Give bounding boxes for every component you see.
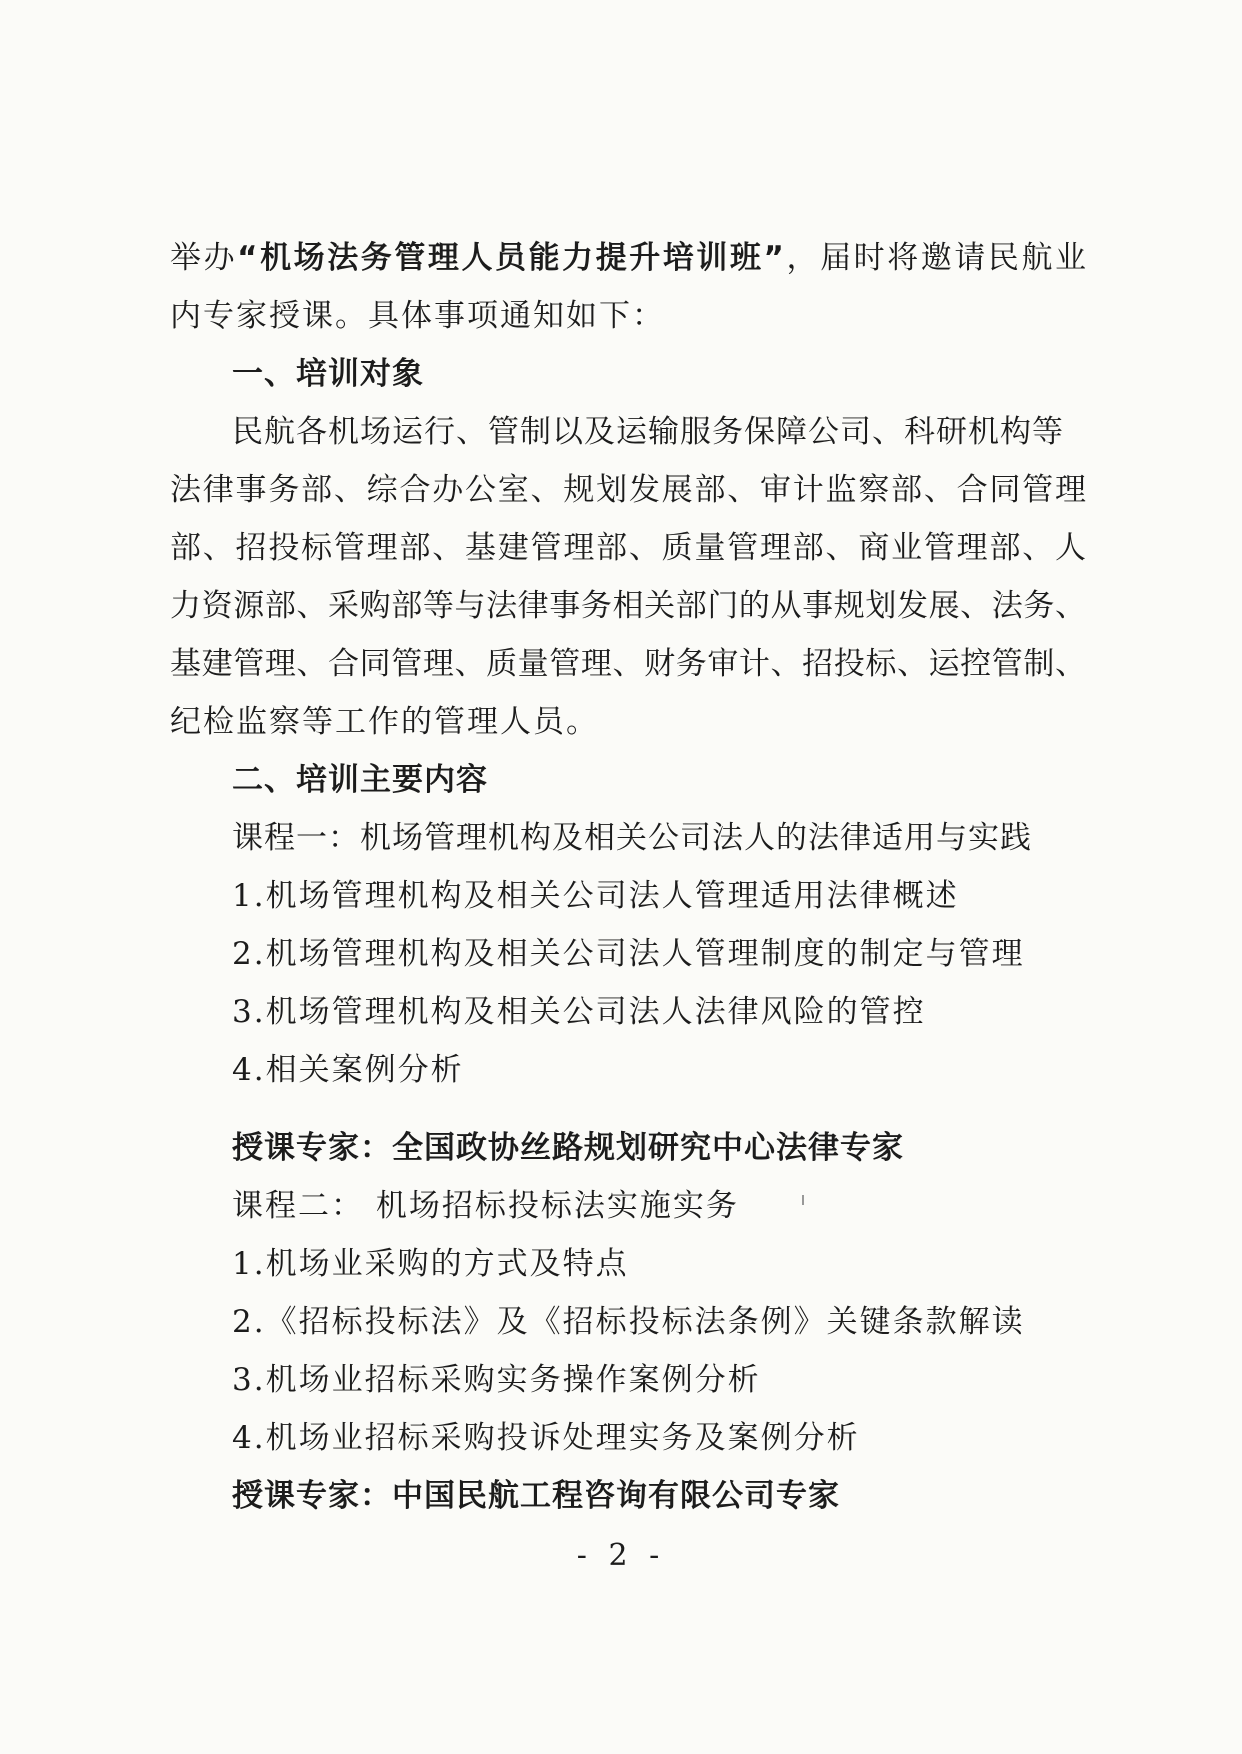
intro-line-1 [170,238,1086,278]
intro-line-2: 内专家授课。具体事项通知如下： [170,298,665,334]
course1-title: 课程一：机场管理机构及相关公司法人的法律适用与实践 [232,820,1032,856]
section2-heading: 二、培训主要内容 [232,762,488,798]
course1-item-1: 1.机场管理机构及相关公司法人管理适用法律概述 [232,878,959,914]
section1-heading: 一、培训对象 [232,356,424,392]
section1-line-4: 力资源部、采购部等与法律事务相关部门的从事规划发展、法务、 [170,588,1086,624]
intro-suffix: ，届时将邀请民航业 [783,240,1087,276]
page-number: - 2 - [576,1538,666,1573]
course2-expert: 授课专家：中国民航工程咨询有限公司专家 [232,1478,840,1514]
section1-line-5: 基建管理、合同管理、质量管理、财务审计、招投标、运控管制、 [170,646,1086,682]
course2-item-3: 3.机场业招标采购实务操作案例分析 [232,1362,761,1398]
training-class-name: “机场法务管理人员能力提升培训班” [237,240,784,276]
intro-prefix: 举办 [170,240,238,276]
course2-item-2: 2.《招标投标法》及《招标投标法条例》关键条款解读 [232,1304,1025,1340]
section1-line-3: 部、招投标管理部、基建管理部、质量管理部、商业管理部、人 [170,530,1086,566]
section1-line-6: 纪检监察等工作的管理人员。 [170,704,599,740]
course2-title: 课程二： 机场招标投标法实施实务 [232,1188,739,1224]
course1-item-2: 2.机场管理机构及相关公司法人管理制度的制定与管理 [232,936,1025,972]
course1-expert: 授课专家：全国政协丝路规划研究中心法律专家 [232,1130,904,1166]
course1-item-3: 3.机场管理机构及相关公司法人法律风险的管控 [232,994,926,1030]
course2-item-4: 4.机场业招标采购投诉处理实务及案例分析 [232,1420,860,1456]
course1-item-4: 4.相关案例分析 [232,1052,464,1088]
section1-line-1: 民航各机场运行、管制以及运输服务保障公司、科研机构等 [232,414,1064,450]
scan-speck [802,1195,804,1205]
section1-line-2: 法律事务部、综合办公室、规划发展部、审计监察部、合同管理 [170,472,1086,508]
course2-item-1: 1.机场业采购的方式及特点 [232,1246,629,1282]
